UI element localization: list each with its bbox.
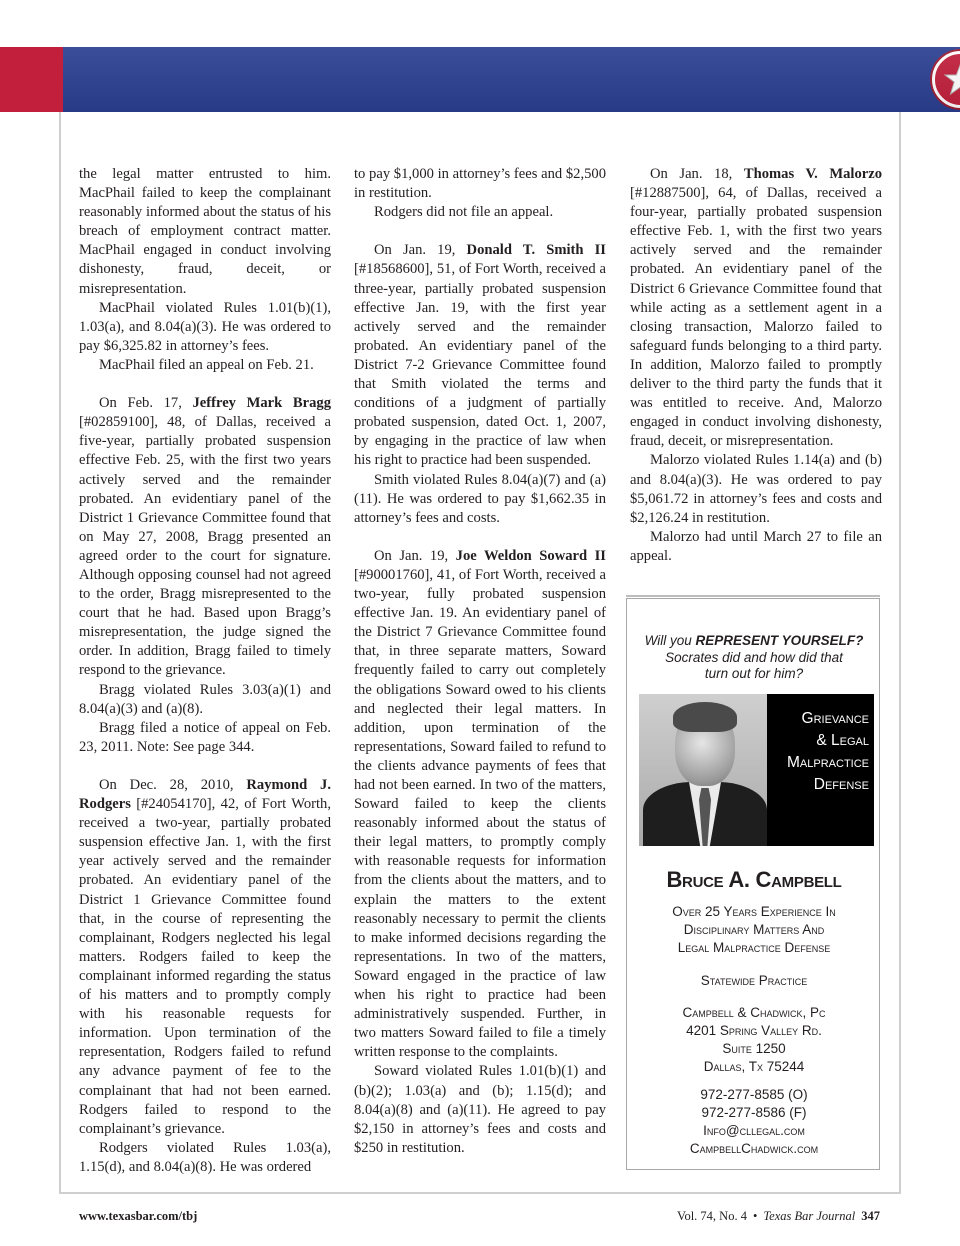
address-line: Campbell & Chadwick, Pc — [682, 1005, 826, 1020]
practice-line: Malpractice — [787, 754, 869, 771]
paragraph: Bragg filed a notice of appeal on Feb. 23, 2011. Note: See page 344. — [79, 719, 331, 755]
case-body: [#24054170], 42, of Fort Worth, received a two-year, partially probated suspension effective Jan. 1, with the first year actively served and the remainder probated. An evidentiary panel of the District 1 Grievance Committee found that, in the course of representing the complainant, Rodgers neglected his legal matters. Rodgers failed to keep the complainant informed regarding the status of his matters and to promptly comply with his reasonable requests for information. Upon termination of the representation, Rodgers failed to refund any advance payment of fee to the complainant that had not been earned. Rodgers failed to respond to the complainant’s grievance. — [79, 796, 331, 1137]
case-body: [#02859100], 48, of Dallas, received a five-year, partially probated suspension effective Feb. 25, with the first two years actively served and the remainder probated. An evidentiary panel of the District 1 Grievance Committee found that on May 27, 2008, Bragg presented an agreed order to the court for signature. Although opposing counsel had not agreed to the order, Bragg misrepresented to the court that he had. Based upon Bragg’s misrepresentation, the judge signed the order. In addition, Bragg failed to timely respond to the grievance. — [79, 414, 331, 679]
paragraph: the legal matter entrusted to him. MacPhail failed to keep the complainant reasonably informed about the status of his breach of employment contract matter. MacPhail engaged in conduct involving dishonesty, fraud, deceit, or misrepresentation. — [79, 166, 331, 297]
case-body: [#90001760], 41, of Fort Worth, received a two-year, fully probated suspension effective Jan. 19. An evidentiary panel of the District 7 Grievance Committee found that, in three separate matters, Soward frequently failed to carry out completely the obligations Soward owed to his clients and neglected their legal matters. In addition, upon termination of the representations, Soward failed to refund to the clients advance payments of fees that had not been earned. In two of the matters, Soward failed to keep the clients reasonably informed about the status of their legal matters, to promptly comply with reasonable requests for information from the clients about the matters, and to explain the matters to the extent reasonably necessary to permit the clients to make informed decisions regarding the representations. In two of the matters, Soward engaged in the practice of law when his right to practice had been administratively suspended. Further, in two matters Soward failed to file a timely written response to the complaints. — [354, 566, 606, 1061]
header-red-block — [0, 47, 63, 112]
attorney-name: Raymond J. Rodgers — [79, 777, 331, 813]
paragraph: Bragg violated Rules 3.03(a)(1) and 8.04(a)(3) and (a)(8). — [79, 681, 331, 717]
ad-practice-area — [769, 708, 869, 796]
office-phone: 972-277-8585 (O) — [700, 1087, 808, 1102]
address-line: Suite 1250 — [722, 1041, 786, 1056]
case-lead: On Jan. 18, — [650, 166, 744, 182]
ad-tagline-line-2: Socrates did and how did that — [665, 649, 843, 665]
ad-photo-banner — [639, 694, 874, 846]
ad-tagline-line-3: turn out for him? — [704, 666, 804, 681]
star-icon — [943, 62, 960, 97]
ad-attorney-name: Bruce A. Campbell — [666, 867, 842, 892]
address-line: 4201 Spring Valley Rd. — [686, 1023, 822, 1038]
header-band — [0, 47, 960, 112]
paragraph: Rodgers violated Rules 1.03(a), 1.15(d), and 8.04(a)(8). He was ordered — [79, 1139, 331, 1175]
paragraph: Malorzo violated Rules 1.14(a) and (b) and 8.04(a)(3). He was ordered to pay $5,061.72 in attorney’s fees and costs and $2,126.24 in restitution. — [630, 452, 882, 526]
paragraph: MacPhail filed an appeal on Feb. 21. — [99, 356, 314, 373]
article-column-1 — [79, 165, 331, 1177]
case-lead: On Jan. 19, — [374, 242, 467, 259]
ad-top-rule — [626, 595, 880, 597]
case-paragraph-soward — [354, 547, 606, 1063]
paragraph: MacPhail violated Rules 1.01(b)(1), 1.03(a), and 8.04(a)(3). He was ordered to pay $6,325.82 in attorney’s fees. — [79, 299, 331, 354]
frame-left-rule — [59, 112, 61, 1194]
article-column-3 — [630, 165, 882, 566]
attorney-portrait — [639, 694, 767, 846]
case-lead: On Dec. 28, 2010, — [99, 777, 247, 793]
fax-number: 972-277-8586 (F) — [701, 1105, 807, 1120]
attorney-name: Thomas V. Malorzo — [743, 166, 882, 182]
frame-right-rule — [899, 112, 901, 1194]
texas-seal — [932, 51, 960, 108]
header-blue-bar — [63, 47, 960, 112]
experience-line: Disciplinary Matters And — [683, 922, 825, 937]
ad-contact — [627, 1086, 881, 1158]
footer-separator: • — [752, 1209, 758, 1223]
paragraph: Malorzo had until March 27 to file an appeal. — [630, 528, 882, 564]
paragraph: Rodgers did not file an appeal. — [374, 204, 554, 221]
footer-volume: Vol. 74, No. 4 — [677, 1209, 747, 1223]
paragraph: Smith violated Rules 8.04(a)(7) and (a)(11). He was ordered to pay $1,662.35 in attorney’s fees and costs. — [354, 471, 606, 526]
attorney-name: Jeffrey Mark Bragg — [192, 395, 331, 412]
attorney-name: Donald T. Smith II — [466, 242, 606, 259]
ad-tagline-lead: Will you — [644, 633, 696, 648]
case-body: [#12887500], 64, of Dallas, received a four-year, partially probated suspension effective Feb. 1, with the first two years actively served and the remainder probated. An evidentiary panel of the District 6 Grievance Committee found that while acting as a settlement agent in a closing transaction, Malorzo failed to safeguard funds belonging to a third party. In addition, Malorzo failed to promptly deliver to the third party the funds that it was entitled to receive. And, Malorzo engaged in conduct involving dishonesty, fraud, deceit, or misrepresentation. — [630, 185, 882, 450]
footer-issue-info — [677, 1209, 880, 1224]
ad-statewide: Statewide Practice — [700, 973, 808, 988]
case-paragraph-smith — [354, 241, 606, 470]
frame-bottom-rule — [59, 1192, 901, 1194]
attorney-name: Joe Weldon Soward II — [455, 547, 606, 564]
case-paragraph-bragg — [79, 394, 331, 680]
ad-address — [627, 1004, 881, 1076]
footer-magazine: Texas Bar Journal — [763, 1209, 856, 1223]
advertisement-box — [626, 598, 880, 1170]
paragraph: to pay $1,000 in attorney’s fees and $2,500 in restitution. — [354, 166, 606, 202]
experience-line: Over 25 Years Experience In — [672, 904, 836, 919]
ad-tagline — [627, 633, 881, 683]
article-column-2 — [354, 165, 606, 1158]
case-lead: On Jan. 19, — [374, 547, 456, 564]
email-link[interactable]: Info@cllegal.com — [703, 1123, 805, 1138]
paragraph: Soward violated Rules 1.01(b)(1) and (b)(2); 1.03(a) and (b); 1.15(d); and 8.04(a)(8) and (a)(11). He agreed to pay $2,150 in attorney’s fees and costs and $250 in restitution. — [354, 1063, 606, 1156]
address-line: Dallas, Tx 75244 — [703, 1059, 805, 1074]
case-body: [#18568600], 51, of Fort Worth, received a three-year, partially probated suspension effective Jan. 19, with the first year actively served and the remainder probated. An evidentiary panel of the District 7-2 Grievance Committee found that Smith violated the terms and conditions of a judgment of partially probated suspension, dated Oct. 1, 2007, by engaging in the practice of law when his right to practice had been suspended. — [354, 261, 606, 469]
practice-line: Grievance — [801, 710, 869, 727]
ad-tagline-emphasis: REPRESENT YOURSELF? — [695, 633, 864, 648]
case-paragraph-malorzo — [630, 165, 882, 451]
experience-line: Legal Malpractice Defense — [677, 940, 831, 955]
case-paragraph-rodgers — [79, 776, 331, 1139]
page-number: 347 — [861, 1209, 880, 1223]
ad-experience — [627, 903, 881, 957]
practice-line: & Legal — [816, 732, 869, 749]
footer-url[interactable]: www.texasbar.com/tbj — [79, 1209, 198, 1223]
case-lead: On Feb. 17, — [99, 395, 193, 412]
portrait-hair — [673, 702, 737, 732]
website-link[interactable]: CampbellChadwick.com — [689, 1141, 819, 1156]
practice-line: Defense — [813, 776, 869, 793]
